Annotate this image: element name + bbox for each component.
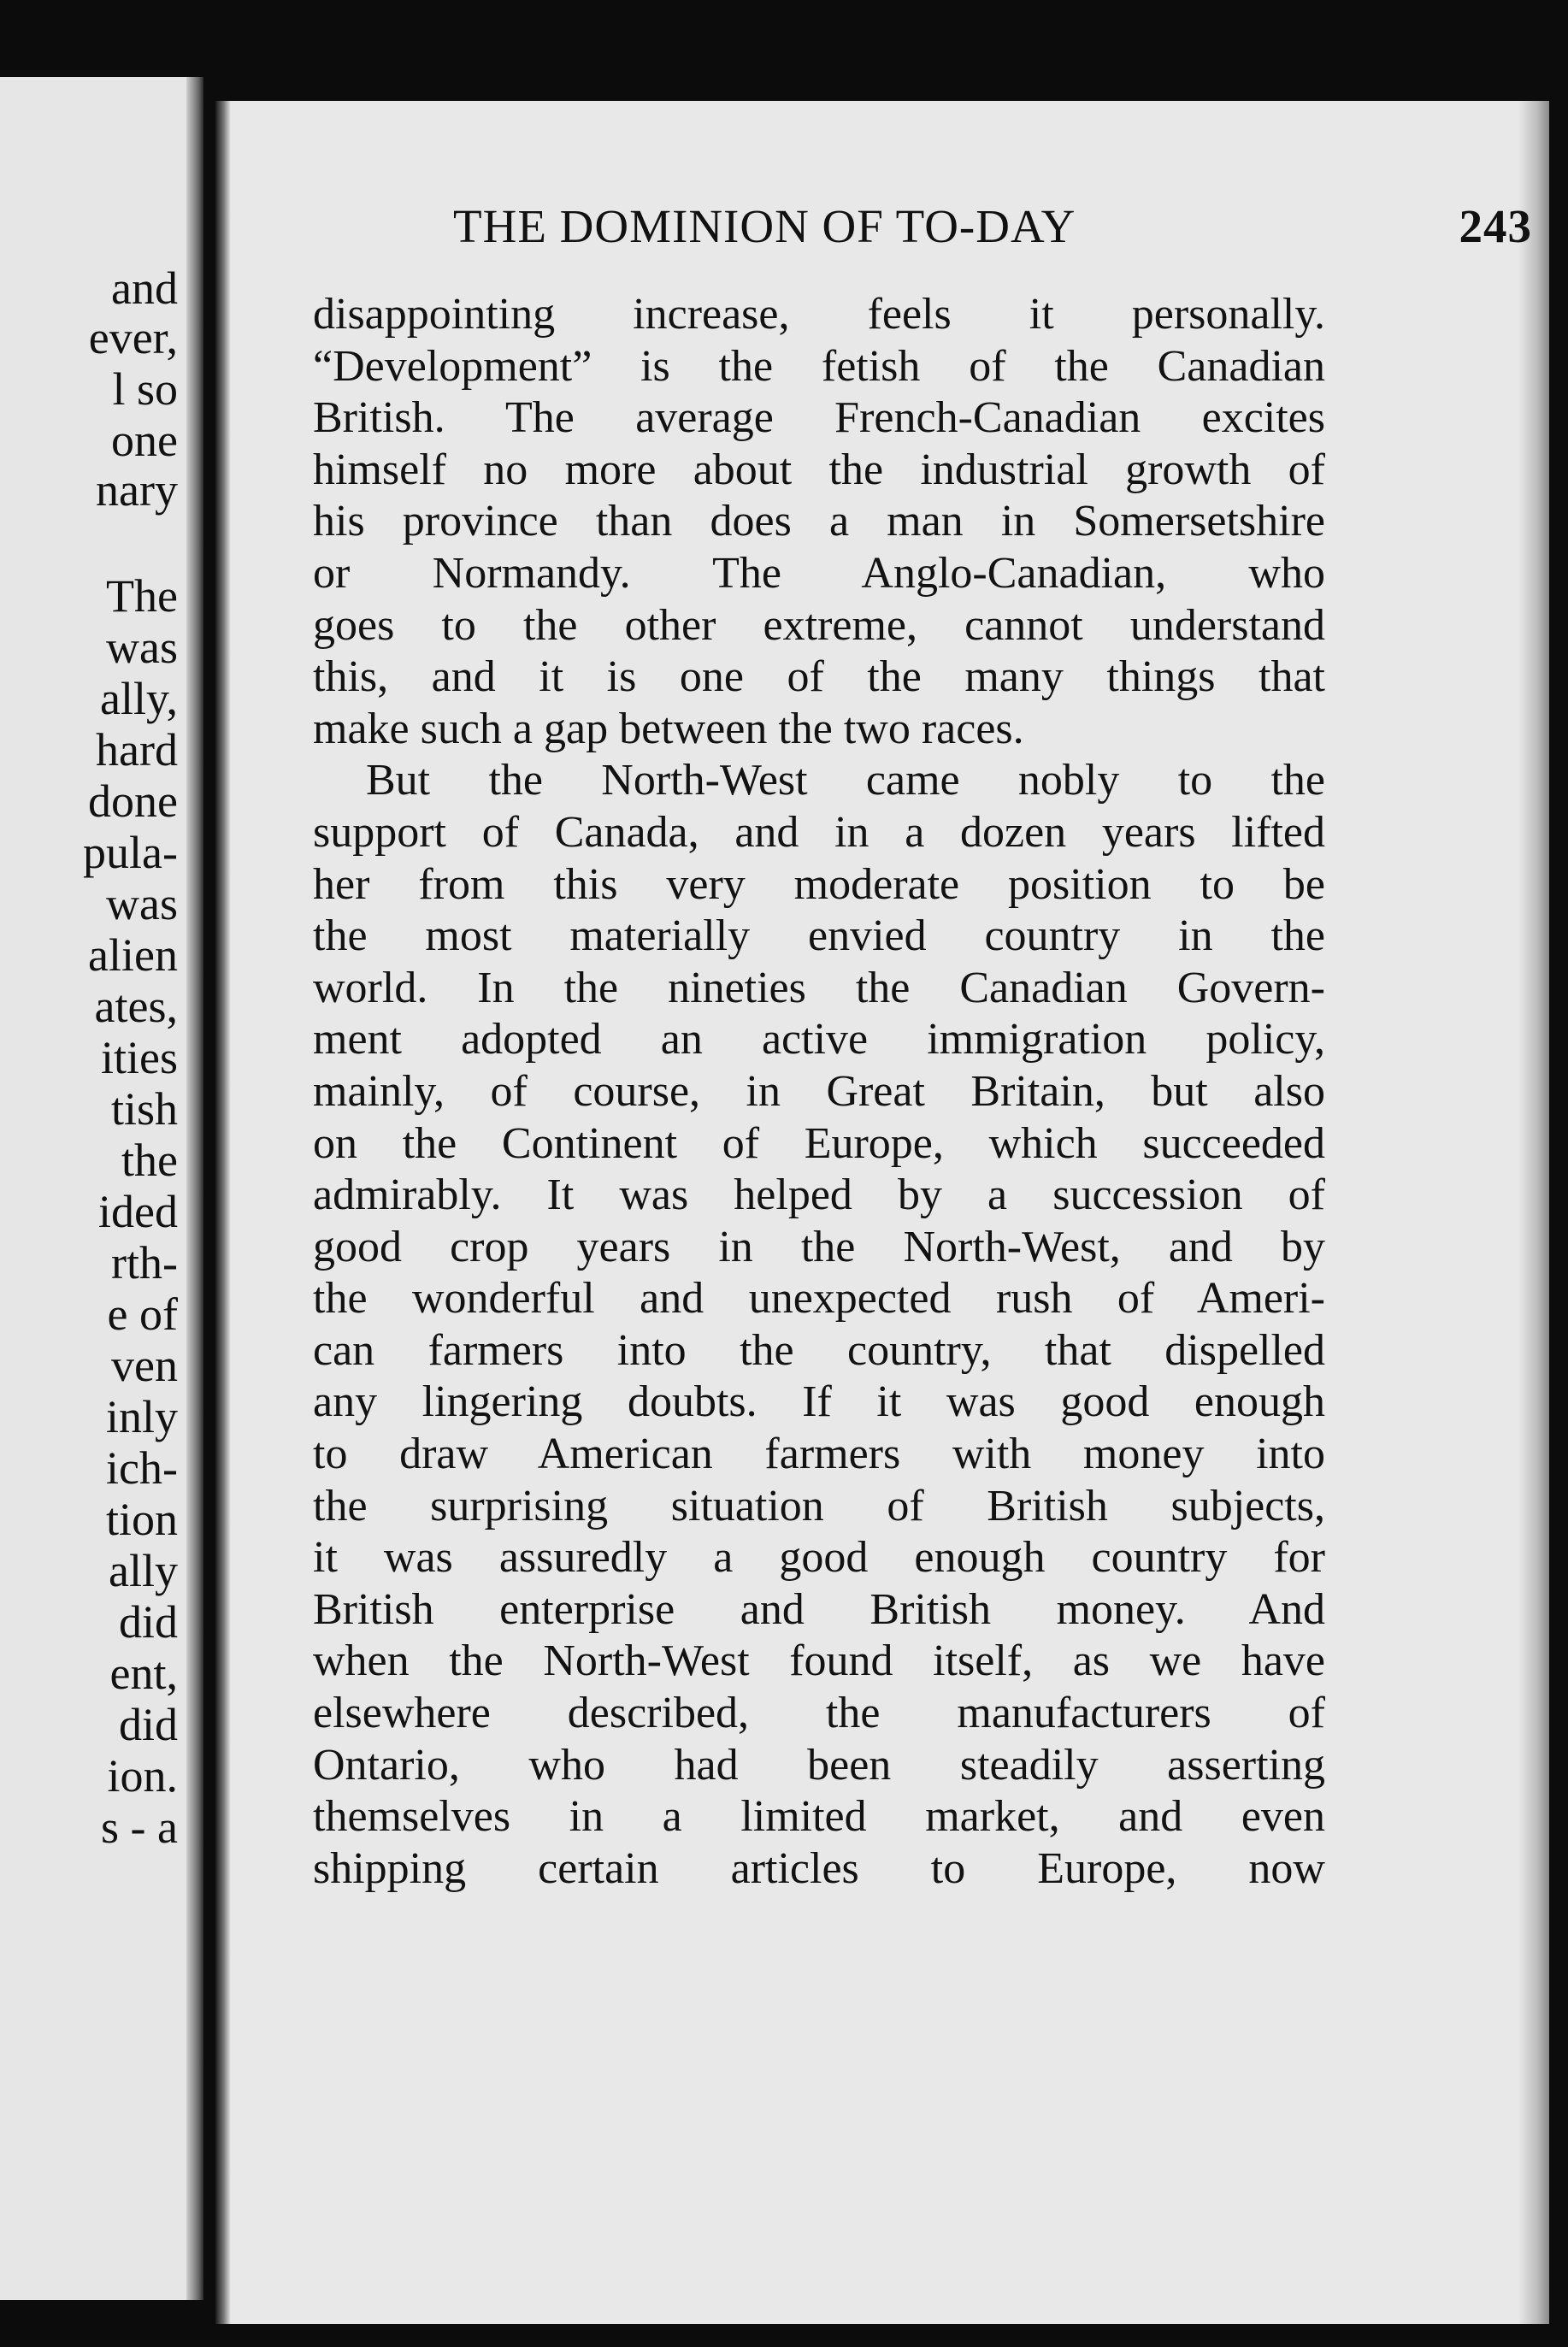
- page-binding-shadow: [215, 101, 231, 2324]
- text-line: the most materially envied country in the: [313, 911, 1325, 961]
- paragraph: [313, 755, 1325, 1895]
- text-line: British. The average French-Canadian excites: [313, 393, 1325, 443]
- prev-page-line: hard: [96, 724, 178, 775]
- paragraph: [313, 289, 1325, 755]
- page-number: 243: [1459, 200, 1532, 252]
- text-line: themselves in a limited market, and even: [313, 1792, 1325, 1842]
- running-head-title: THE DOMINION OF TO-DAY: [453, 200, 1076, 252]
- prev-page-line: inly: [105, 1391, 178, 1442]
- text-line: the wonderful and unexpected rush of Ameri-: [313, 1274, 1325, 1324]
- text-line: British enterprise and British money. And: [313, 1584, 1325, 1634]
- text-line: disappointing increase, feels it personally.: [313, 290, 1325, 339]
- text-line: make such a gap between the two races.: [313, 704, 1024, 753]
- text-line: mainly, of course, in Great Britain, but also: [313, 1066, 1325, 1116]
- prev-page-line: rth-: [111, 1237, 178, 1288]
- prev-page-line: ities: [101, 1032, 178, 1083]
- text-line: to draw American farmers with money into: [313, 1430, 1325, 1479]
- body-text: [313, 289, 1325, 1895]
- prev-page-line: ates,: [94, 981, 178, 1032]
- text-line: world. In the nineties the Canadian Govern-: [313, 963, 1325, 1012]
- text-line: this, and it is one of the many things that: [313, 652, 1325, 702]
- text-line: when the North-West found itself, as we have: [313, 1636, 1325, 1686]
- text-line: can farmers into the country, that dispelled: [313, 1325, 1325, 1375]
- prev-page-line: did: [118, 1699, 178, 1750]
- prev-page-line: The: [106, 570, 178, 622]
- text-line: “Development” is the fetish of the Canadian: [313, 341, 1325, 391]
- text-line: elsewhere described, the manufacturers of: [313, 1689, 1325, 1738]
- prev-page-line: ally,: [100, 673, 178, 724]
- previous-page-fragment: [0, 77, 203, 2300]
- prev-page-line: alien: [88, 929, 178, 981]
- book-page: [215, 101, 1549, 2324]
- prev-page-line: l so: [112, 363, 178, 415]
- text-line: on the Continent of Europe, which succeeded: [313, 1118, 1325, 1168]
- text-line: shipping certain articles to Europe, now: [313, 1843, 1325, 1893]
- text-line: himself no more about the industrial growth of: [313, 445, 1325, 494]
- prev-page-line: one: [111, 415, 178, 466]
- page-gutter: [186, 77, 203, 2300]
- prev-page-line: ich-: [106, 1442, 178, 1494]
- prev-page-line: and: [111, 262, 178, 314]
- text-line: admirably. It was helped by a succession of: [313, 1171, 1325, 1220]
- text-line: or Normandy. The Anglo-Canadian, who: [313, 548, 1325, 598]
- prev-page-line: nary: [96, 464, 178, 516]
- prev-page-line: was: [106, 878, 178, 929]
- text-line: his province than does a man in Somersetshire: [313, 497, 1325, 546]
- prev-page-line: did: [118, 1596, 178, 1648]
- prev-page-line: the: [121, 1135, 178, 1186]
- prev-page-line: done: [88, 775, 178, 827]
- text-line: any lingering doubts. If it was good enough: [313, 1377, 1325, 1427]
- prev-page-line: ven: [111, 1340, 178, 1391]
- prev-page-line: ever,: [88, 312, 178, 363]
- page-edge-shadow: [1518, 101, 1549, 2324]
- prev-page-line: e of: [107, 1288, 178, 1340]
- text-line: ment adopted an active immigration policy,: [313, 1015, 1325, 1064]
- prev-page-line: tish: [110, 1083, 178, 1135]
- text-line: Ontario, who had been steadily asserting: [313, 1740, 1325, 1790]
- prev-page-line: ally: [109, 1545, 178, 1596]
- prev-page-line: ided: [98, 1186, 178, 1237]
- prev-page-line: was: [106, 622, 178, 673]
- text-line: the surprising situation of British subjects,: [313, 1481, 1325, 1530]
- text-line: good crop years in the North-West, and by: [313, 1222, 1325, 1271]
- prev-page-line: tion: [105, 1494, 178, 1545]
- text-line: her from this very moderate position to be: [313, 859, 1325, 909]
- prev-page-line: s - a: [101, 1802, 178, 1853]
- text-line: support of Canada, and in a dozen years lifted: [313, 807, 1325, 857]
- text-line: But the North-West came nobly to the: [366, 756, 1325, 805]
- prev-page-line: ent,: [109, 1648, 178, 1699]
- text-line: it was assuredly a good enough country for: [313, 1533, 1325, 1583]
- prev-page-line: pula-: [83, 827, 178, 878]
- prev-page-line: ion.: [107, 1750, 178, 1802]
- text-line: goes to the other extreme, cannot understand: [313, 600, 1325, 650]
